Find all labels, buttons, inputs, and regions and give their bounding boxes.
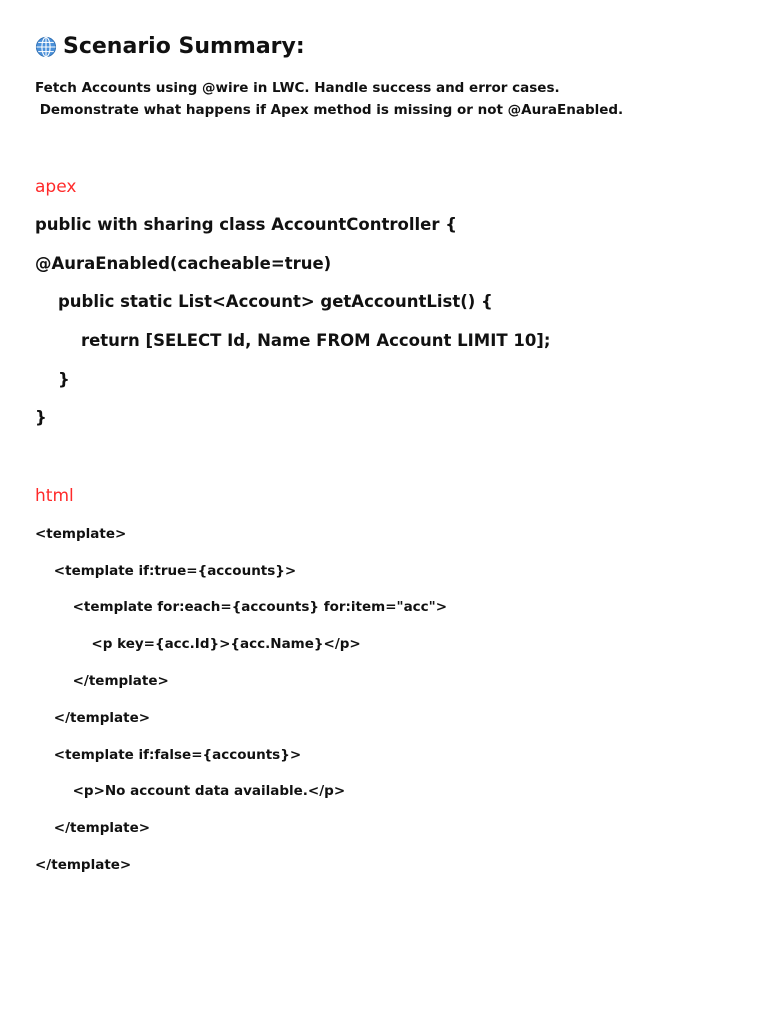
apex-code-line: @AuraEnabled(cacheable=true) [35, 254, 332, 273]
html-code-line: <template if:true={accounts}> [35, 563, 297, 579]
globe-icon [35, 36, 57, 58]
apex-section-label: apex [35, 177, 77, 197]
html-code-line: </template> [35, 673, 169, 689]
title-row [35, 34, 305, 59]
apex-code-line: } [35, 408, 47, 427]
html-code-line: </template> [35, 710, 151, 726]
apex-code-line: public with sharing class AccountController { [35, 215, 457, 234]
page-title: Scenario Summary: [63, 34, 305, 59]
html-code-line: <p>No account data available.</p> [35, 783, 346, 799]
apex-code-line: } [35, 370, 70, 389]
html-code-line: <template> [35, 526, 127, 542]
html-code-line: <p key={acc.Id}>{acc.Name}</p> [35, 636, 361, 652]
html-code-line: </template> [35, 857, 132, 873]
apex-code-line: public static List<Account> getAccountList() { [35, 292, 493, 311]
html-code-line: <template for:each={accounts} for:item="acc"> [35, 599, 448, 615]
summary-line-1: Fetch Accounts using @wire in LWC. Handle success and error cases. [35, 80, 560, 96]
html-code-line: </template> [35, 820, 151, 836]
summary-line-2: Demonstrate what happens if Apex method is missing or not @AuraEnabled. [35, 102, 624, 118]
apex-code-line: return [SELECT Id, Name FROM Account LIMIT 10]; [35, 331, 551, 350]
html-section-label: html [35, 486, 74, 506]
html-code-line: <template if:false={accounts}> [35, 747, 302, 763]
